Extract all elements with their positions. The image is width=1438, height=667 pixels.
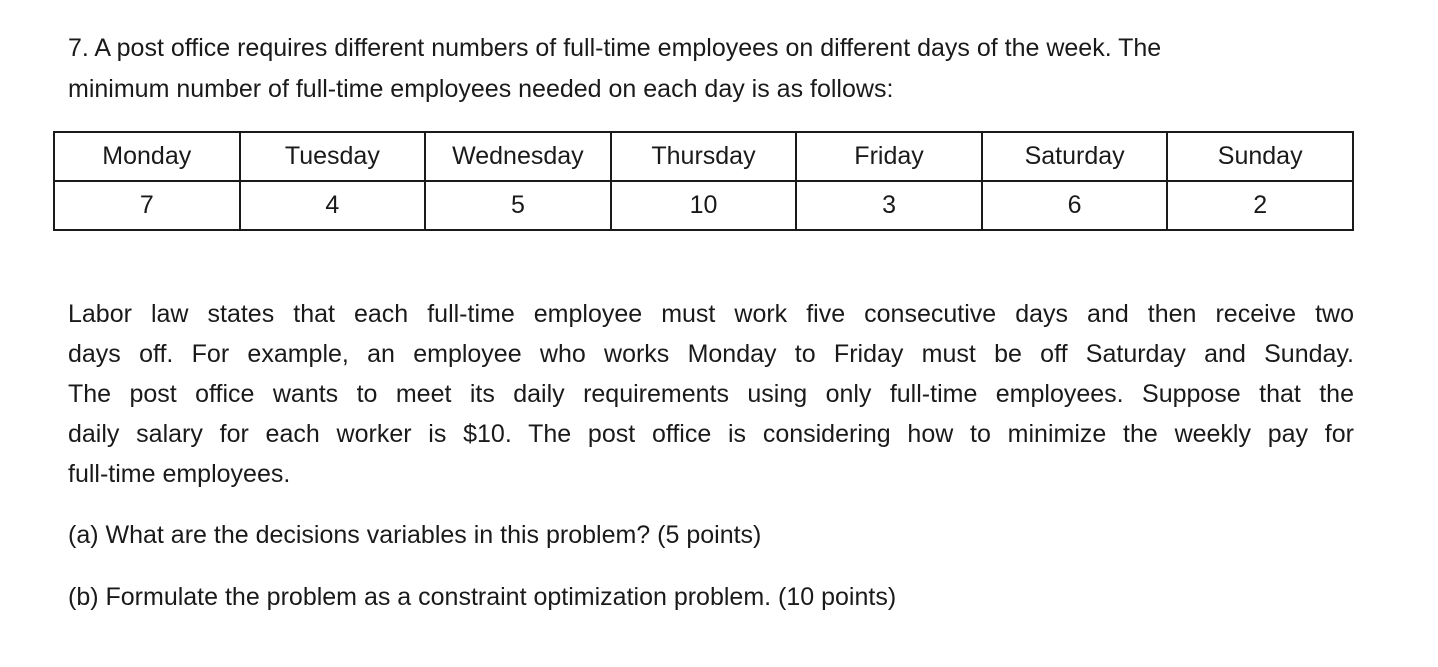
intro-line-1: 7. A post office requires different numbers of full-time employees on different days of the week. The: [68, 34, 1162, 62]
description-line-1: Labor law states that each full-time employee must work five consecutive days and then receive two: [68, 300, 1354, 328]
staffing-table: [53, 131, 1354, 231]
day-header-tuesday: Tuesday: [240, 132, 426, 181]
problem-intro: [68, 28, 1358, 110]
day-header-sunday: Sunday: [1167, 132, 1353, 181]
intro-line-2: minimum number of full-time employees needed on each day is as follows:: [68, 75, 894, 103]
value-friday: 3: [796, 181, 982, 230]
value-wednesday: 5: [425, 181, 611, 230]
day-header-wednesday: Wednesday: [425, 132, 611, 181]
description-line-4: daily salary for each worker is $10. The post office is considering how to minimize the weekly pay for: [68, 420, 1354, 448]
day-header-monday: Monday: [54, 132, 240, 181]
problem-description: [68, 294, 1354, 494]
day-header-saturday: Saturday: [982, 132, 1168, 181]
day-header-friday: Friday: [796, 132, 982, 181]
description-line-2: days off. For example, an employee who works Monday to Friday must be off Saturday and Sunday.: [68, 340, 1354, 368]
day-header-thursday: Thursday: [611, 132, 797, 181]
value-tuesday: 4: [240, 181, 426, 230]
question-b: (b) Formulate the problem as a constraint optimization problem. (10 points): [68, 583, 897, 611]
value-monday: 7: [54, 181, 240, 230]
value-saturday: 6: [982, 181, 1168, 230]
table-row: [54, 181, 1353, 230]
table-header-row: [54, 132, 1353, 181]
value-sunday: 2: [1167, 181, 1353, 230]
description-line-5: full-time employees.: [68, 460, 291, 488]
description-line-3: The post office wants to meet its daily requirements using only full-time employees. Suppose that the: [68, 380, 1354, 408]
value-thursday: 10: [611, 181, 797, 230]
question-a: (a) What are the decisions variables in this problem? (5 points): [68, 521, 762, 549]
